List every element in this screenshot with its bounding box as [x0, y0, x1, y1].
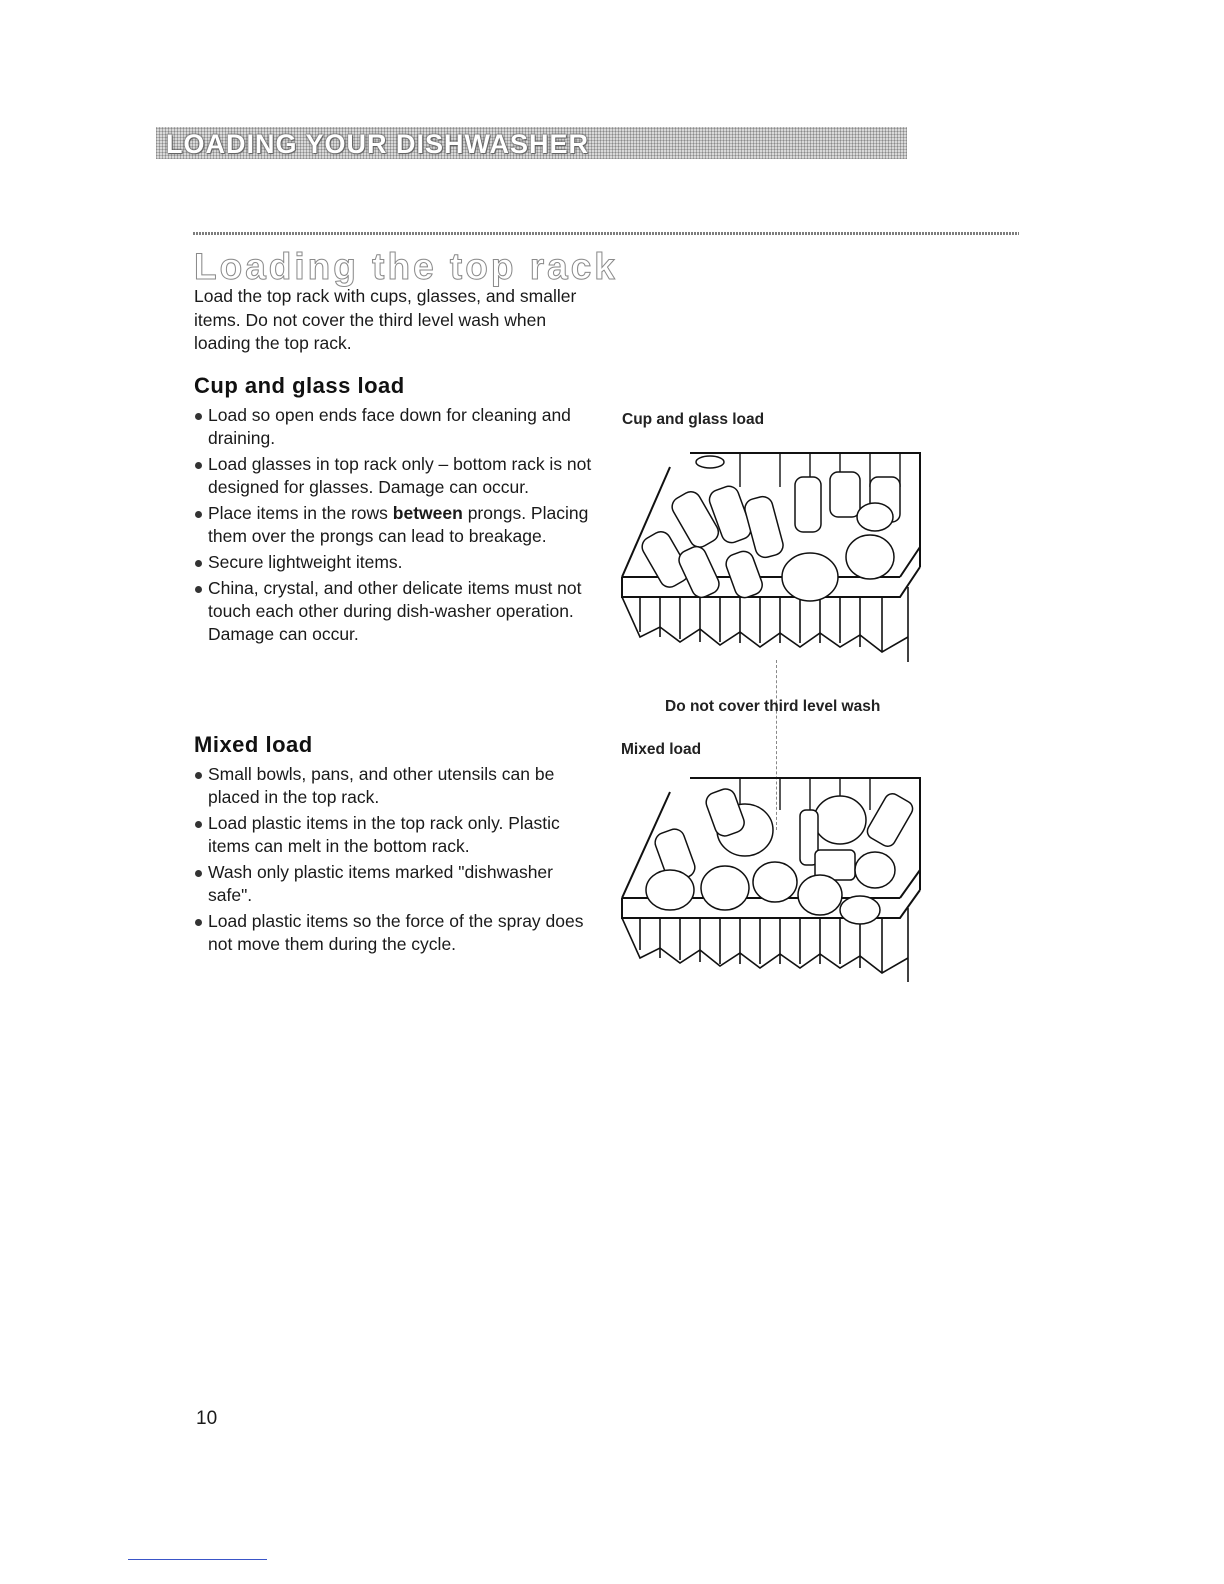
- cup-glass-list: [194, 404, 594, 649]
- page-number: 10: [196, 1408, 218, 1429]
- list-item: Secure lightweight items.: [194, 551, 594, 574]
- intro-paragraph: Load the top rack with cups, glasses, and smaller items. Do not cover the third level wash when loading the top rack.: [194, 286, 577, 353]
- cup-glass-caption: Cup and glass load: [622, 411, 765, 428]
- list-item: Wash only plastic items marked "dishwasher safe".: [194, 861, 594, 907]
- cup-glass-rack-illustration: [620, 447, 928, 667]
- emphasis-text: between: [392, 503, 463, 523]
- list-item-text: Place items in the rows: [208, 503, 393, 523]
- wash-caption: Do not cover third level wash: [665, 698, 881, 715]
- footer-divider: [128, 1559, 267, 1560]
- mixed-load-rack-illustration: [620, 770, 928, 986]
- cup-glass-heading: Cup and glass load: [194, 373, 405, 398]
- list-item: Load glasses in top rack only – bottom rack is not designed for glasses. Damage can occur.: [194, 453, 594, 499]
- list-item: [194, 502, 594, 548]
- banner-title: LOADING YOUR DISHWASHER: [166, 129, 590, 159]
- page-title: Loading the top rack: [194, 246, 618, 287]
- list-item: Small bowls, pans, and other utensils can be placed in the top rack.: [194, 763, 594, 809]
- list-item-text: prongs. Placing them over the prongs can lead to breakage.: [208, 503, 589, 546]
- section-banner: [156, 127, 907, 159]
- mixed-load-list: [194, 763, 594, 959]
- list-item: Load plastic items so the force of the spray does not move them during the cycle.: [194, 910, 594, 956]
- list-item: China, crystal, and other delicate items must not touch each other during dish-washer operation. Damage can occur.: [194, 577, 594, 646]
- mixed-load-heading: Mixed load: [194, 732, 313, 757]
- list-item: Load plastic items in the top rack only. Plastic items can melt in the bottom rack.: [194, 812, 594, 858]
- section-divider: [193, 232, 1019, 235]
- list-item: Load so open ends face down for cleaning and draining.: [194, 404, 594, 450]
- mixed-load-caption: Mixed load: [621, 741, 702, 758]
